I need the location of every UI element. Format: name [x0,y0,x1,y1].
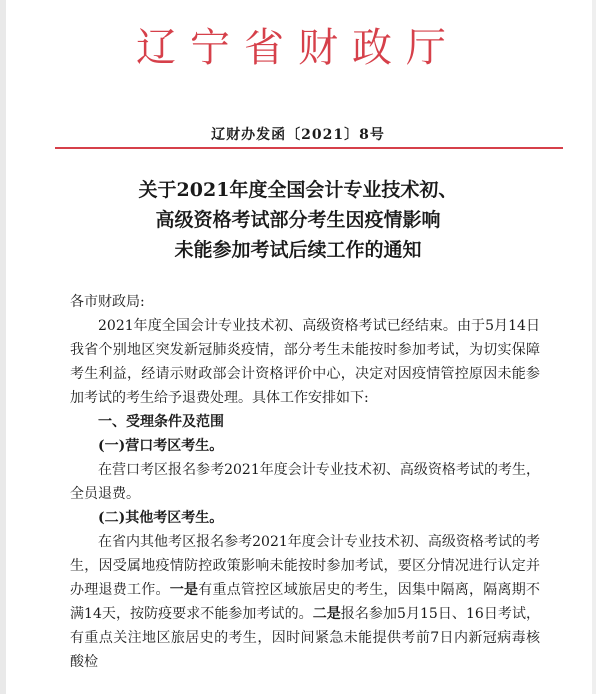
subsection-yingkou: (一)营口考区考生。 [98,438,224,454]
subsection-other-areas: (二)其他考区考生。 [98,510,224,526]
second-case-text: 报名参加5月15日、16日考试，有重点关注地区旅居史的考生，因时间紧急未能提供考前7日内新冠病毒核酸检 [70,606,540,670]
first-case-text: 有重点管控区域旅居史的考生，因集中隔离，隔离期不满14天，按防疫要求不能参加考试的。 [70,582,540,622]
scan-left-edge [0,0,6,694]
first-case-marker: 一是 [169,582,199,598]
other-areas-paragraph [70,530,540,674]
intro-paragraph: 2021年度全国会计专业技术初、高级资格考试已经结束。由于5月14日我省个别地区突发新冠肺炎疫情，部分考生未能按时参加考试，为切实保障考生利益，经请示财政部会计资格评价中心，决定对因疫情管控原因未能参加考试的考生给予退费处理。具体工作安排如下: [70,318,540,406]
red-separator-line [55,147,563,149]
notice-title [0,175,596,265]
agency-masthead: 辽宁省财政厅 [136,25,460,71]
title-line-1: 关于2021年度全国会计专业技术初、 [138,179,458,201]
addressee: 各市财政局: [70,294,145,310]
second-case-marker: 二是 [312,606,341,622]
yingkou-paragraph: 在营口考区报名参考2021年度会计专业技术初、高级资格考试的考生，全员退费。 [70,462,540,502]
title-line-3: 未能参加考试后续工作的通知 [174,239,422,261]
title-line-2: 高级资格考试部分考生因疫情影响 [155,209,441,231]
notice-body [70,290,540,674]
other-areas-intro: 在省内其他考区报名参考2021年度会计专业技术初、高级资格考试的考生，因受属地疫情防控政策影响未能按时参加考试，要区分情况进行认定并办理退费工作。 [70,534,540,598]
document-number: 辽财办发函〔2021〕8号 [211,127,385,143]
scan-right-edge [592,0,596,694]
section-heading-1: 一、受理条件及范围 [98,414,224,430]
